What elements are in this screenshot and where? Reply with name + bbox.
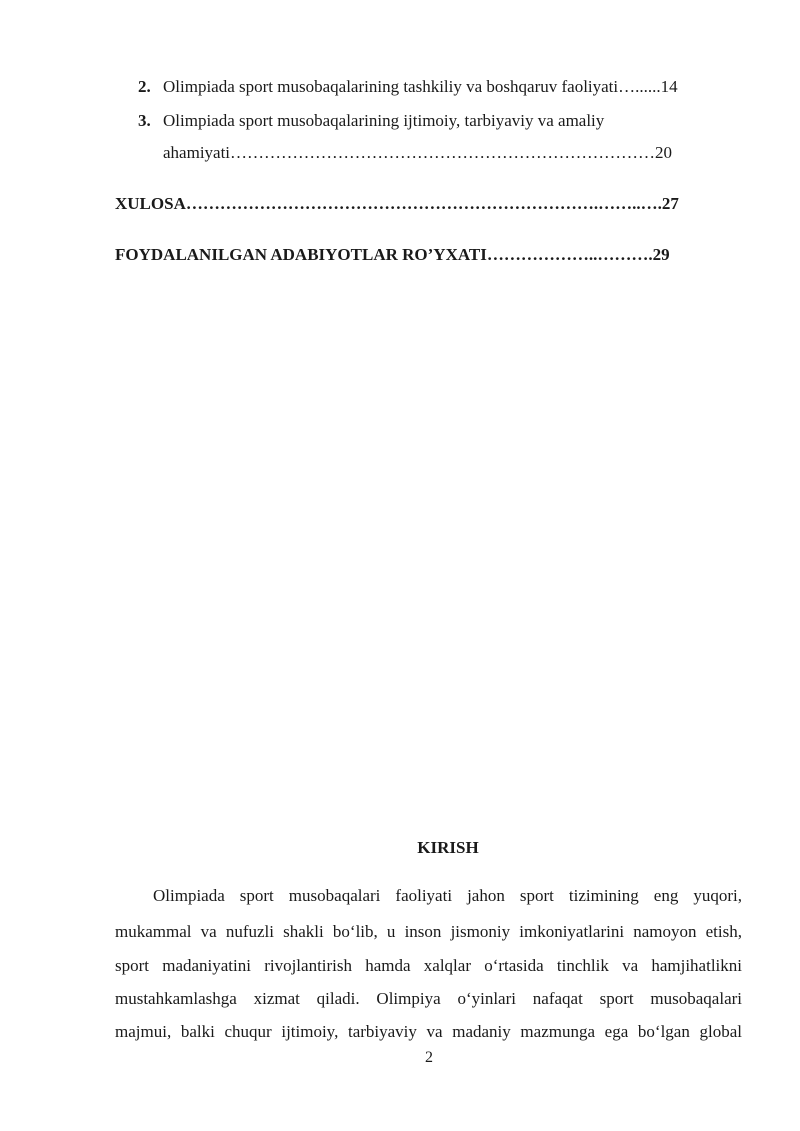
toc-item-text: Olimpiada sport musobaqalarining ijtimoiy, tarbiyaviy va amaliy xyxy=(163,111,605,130)
section-heading: KIRISH xyxy=(417,838,479,857)
paragraph-line: sport madaniyatini rivojlantirish hamda xalqlar o‘rtasida tinchlik va hamjihatlikni xyxy=(115,956,742,975)
toc-item-text-continued: ahamiyati…………………………………………………………………20 xyxy=(163,143,673,162)
toc-xulosa: XULOSA……………………………………………………………….……..….27 xyxy=(115,194,679,213)
paragraph-line: Olimpiada sport musobaqalari faoliyati jahon sport tizimining eng yuqori, xyxy=(153,886,742,905)
page-number: 2 xyxy=(425,1049,433,1066)
toc-item-number: 2. xyxy=(138,77,151,96)
paragraph-line: mukammal va nufuzli shakli bo‘lib, u inson jismoniy imkoniyatlarini namoyon etish, xyxy=(115,922,742,941)
paragraph-line: majmui, balki chuqur ijtimoiy, tarbiyaviy va madaniy mazmunga ega bo‘lgan global xyxy=(115,1022,742,1041)
paragraph-line: mustahkamlashga xizmat qiladi. Olimpiya o‘yinlari nafaqat sport musobaqalari xyxy=(115,989,742,1008)
toc-item-number: 3. xyxy=(138,111,151,130)
toc-item-text: Olimpiada sport musobaqalarining tashkiliy va boshqaruv faoliyati…......14 xyxy=(163,77,678,96)
toc-adabiyotlar: FOYDALANILGAN ADABIYOTLAR RO’YXATI………………..……….29 xyxy=(115,245,670,264)
